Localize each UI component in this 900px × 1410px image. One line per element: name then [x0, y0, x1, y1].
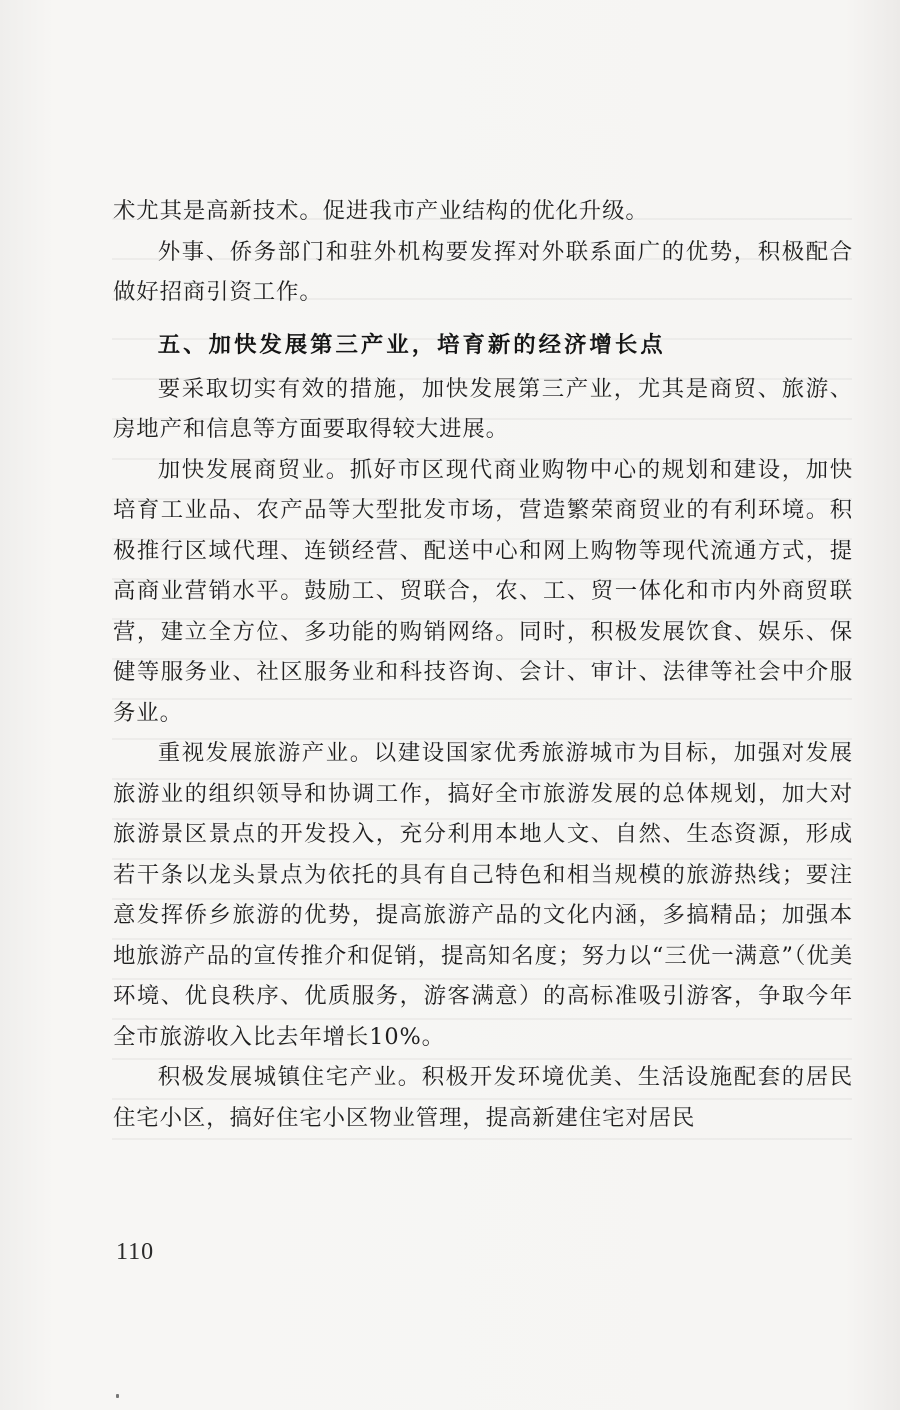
paragraph-tourism: 重视发展旅游产业。以建设国家优秀旅游城市为目标，加强对发展旅游业的组织领导和协调工作，搞好全市旅游发展的总体规划，加大对旅游景区景点的开发投入，充分利用本地人文、自然、生态资源，形成若干条以龙头景点为依托的具有自己特色和相当规模的旅游热线；要注意发挥侨乡旅游的优势，提高旅游产品的文化内涵，多搞精品；加强本地旅游产品的宣传推介和促销，提高知名度；努力以“三优一满意”（优美环境、优良秩序、优质服务，游客满意）的高标准吸引游客，争取今年全市旅游收入比去年增长10%。 [113, 740, 853, 1050]
paragraph-continuation: 术尤其是高新技术。促进我市产业结构的优化升级。 [113, 198, 649, 224]
section-heading: 五、加快发展第三产业，培育新的经济增长点 [157, 331, 666, 358]
paragraph-foreign-affairs: 外事、侨务部门和驻外机构要发挥对外联系面广的优势，积极配合做好招商引资工作。 [113, 238, 853, 305]
page-number: 110 [116, 1239, 155, 1265]
paragraph-housing: 积极发展城镇住宅产业。积极开发环境优美、生活设施配套的居民住宅小区，搞好住宅小区物业管理，提高新建住宅对居民 [113, 1064, 853, 1131]
print-speck [116, 1394, 119, 1398]
page-body [113, 191, 853, 1138]
paragraph-intro: 要采取切实有效的措施，加快发展第三产业，尤其是商贸、旅游、房地产和信息等方面要取得较大进展。 [113, 375, 853, 442]
paragraph-commerce: 加快发展商贸业。抓好市区现代商业购物中心的规划和建设，加快培育工业品、农产品等大型批发市场，营造繁荣商贸业的有利环境。积极推行区域代理、连锁经营、配送中心和网上购物等现代流通方式，提高商业营销水平。鼓励工、贸联合，农、工、贸一体化和市内外商贸联营，建立全方位、多功能的购销网络。同时，积极发展饮食、娱乐、保健等服务业、社区服务业和科技咨询、会计、审计、法律等社会中介服务业。 [113, 456, 853, 726]
